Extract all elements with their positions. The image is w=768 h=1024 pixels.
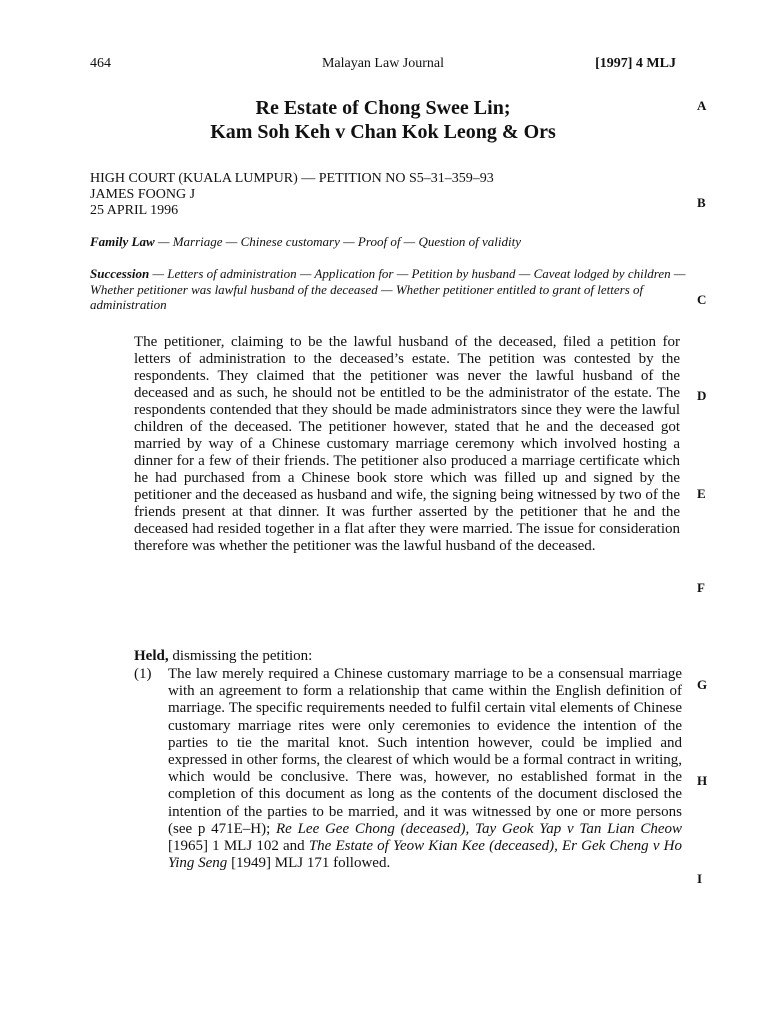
held-text-c: [1949] MLJ 171 followed. bbox=[227, 855, 391, 872]
margin-letter-c: C bbox=[697, 292, 707, 307]
margin-letter-g: G bbox=[697, 677, 708, 692]
case-title-line-1: Re Estate of Chong Swee Lin; bbox=[255, 97, 511, 119]
date-line: 25 APRIL 1996 bbox=[90, 203, 179, 218]
margin-letter-f: F bbox=[697, 580, 705, 595]
case-meta bbox=[90, 171, 494, 219]
case-name-1: Re Lee Gee Chong (deceased), Tay Geok Yap v Tan Lian Cheow bbox=[276, 820, 682, 837]
held-item-body bbox=[168, 666, 682, 872]
page-number: 464 bbox=[90, 56, 111, 71]
held-text-b: [1965] 1 MLJ 102 and bbox=[168, 838, 309, 855]
margin-letter-h: H bbox=[697, 773, 708, 788]
case-name-2: The Estate of Yeow Kian Kee (deceased), Er Gek Cheng v Ho Ying Seng bbox=[168, 838, 682, 872]
held-label: Held, bbox=[134, 648, 169, 664]
headnote-summary: The petitioner, claiming to be the lawful husband of the deceased, filed a petition for letters of administration to the deceased’s estate. The petition was contested by the respondents. They claimed that the petitioner was never the lawful husband of the deceased and as such, he should not be entitled to be the administrator of the estate. The respondents contended that they should be made administrators since they were the lawful children of the deceased. The petitioner however, stated that he and the deceased got married by way of a Chinese customary marriage ceremony which involved hosting a dinner for a few of their friends. The petitioner also produced a marriage certificate which he had purchased from a Chinese book store which was filled up and signed by the petitioner and the deceased as husband and wife, the signing being witnessed by two of the friends present at that dinner. It was further asserted by the petitioner that he and the deceased had resided together in a flat after they were married. The issue for consideration therefore was whether the petitioner was the lawful husband of the deceased. bbox=[134, 334, 680, 554]
catchword-subject: Family Law bbox=[90, 234, 155, 249]
margin-letter-i: I bbox=[697, 871, 703, 886]
margin-letter-e: E bbox=[697, 486, 706, 501]
case-title-line-2: Kam Soh Keh v Chan Kok Leong & Ors bbox=[210, 121, 556, 143]
held-item-number: (1) bbox=[134, 666, 152, 682]
catchword-subject: Succession bbox=[90, 266, 150, 281]
journal-title: Malayan Law Journal bbox=[321, 56, 445, 71]
catchword-text: — Marriage — Chinese customary — Proof of — Question of validity bbox=[154, 234, 522, 249]
held-text-a: The law merely required a Chinese customary marriage to be a consensual marriage with an agreement to form a relationship that came within the English definition of marriage. The specific requirements needed to fulfil certain vital elements of Chinese customary marriage rites were only ceremonies to evidence the intention of the parties to tie the marital knot. Such intention however, could be implied and expressed in other forms, the clearest of which would be a formal contract in writing, which would be conclusive. There was, however, no established format in the completion of this document as long as the contents of the document disclosed the intention of the parties to be married, and it was witnessed by one or more persons (see p 471E–H); bbox=[168, 666, 682, 837]
catchword-text: — Letters of administration — Application for — Petition by husband — Caveat lodged by children — Whether petitioner was lawful husband of the deceased — Whether petitioner entitled to grant of letters of administration bbox=[90, 266, 686, 312]
held-heading bbox=[134, 648, 312, 665]
court-line: HIGH COURT (KUALA LUMPUR) — PETITION NO S5–31–359–93 bbox=[90, 171, 494, 186]
margin-letter-a: A bbox=[697, 98, 707, 113]
citation: [1997] 4 MLJ bbox=[595, 56, 676, 71]
catchwords-family-law bbox=[90, 234, 686, 250]
case-title bbox=[90, 96, 676, 144]
running-head bbox=[90, 56, 676, 72]
catchwords-succession bbox=[90, 266, 686, 313]
margin-letter-b: B bbox=[697, 195, 706, 210]
margin-letter-d: D bbox=[697, 388, 707, 403]
judge-line: JAMES FOONG J bbox=[90, 187, 196, 202]
held-item-1 bbox=[134, 666, 682, 872]
held-label-rest: dismissing the petition: bbox=[168, 648, 313, 664]
